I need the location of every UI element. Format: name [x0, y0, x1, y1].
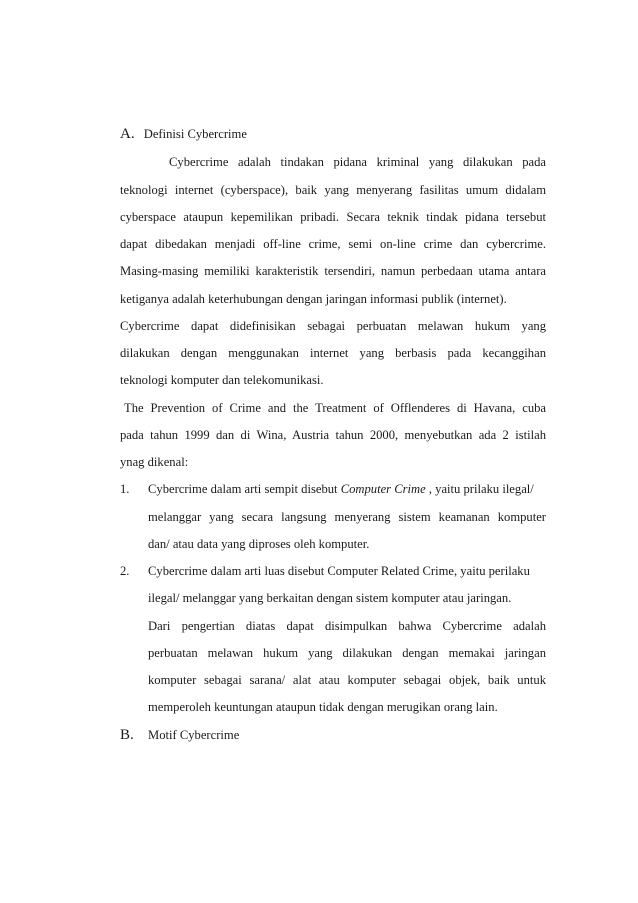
paragraph-line: perbuatan melawan hukum yang dilakukan dengan memakai jaringan [148, 646, 546, 660]
paragraph-line: teknologi internet (cyberspace), baik yang menyerang fasilitas umum didalam [120, 183, 546, 197]
paragraph-line: Cybercrime dapat didefinisikan sebagai perbuatan melawan hukum yang [120, 319, 546, 333]
section-b-letter: B. [120, 727, 134, 743]
paragraph-line: Cybercrime adalah tindakan pidana kriminal yang dilakukan pada [169, 155, 546, 169]
paragraph-line: pada tahun 1999 dan di Wina, Austria tahun 2000, menyebutkan ada 2 istilah [120, 428, 546, 442]
paragraph-line: ketiganya adalah keterhubungan dengan jaringan informasi publik (internet). [120, 292, 507, 306]
paragraph-line: dilakukan dengan menggunakan internet yang berbasis pada kecanggihan [120, 346, 546, 360]
paragraph-line: The Prevention of Crime and the Treatment of Offlenderes di Havana, cuba [124, 401, 546, 415]
section-a-title: Definisi Cybercrime [143, 127, 247, 141]
list-number: 2. [120, 564, 130, 578]
list-number: 1. [120, 482, 130, 496]
paragraph-line: dapat dibedakan menjadi off-line crime, semi on-line crime dan cybercrime. [120, 237, 546, 251]
paragraph-line: Masing-masing memiliki karakteristik tersendiri, namun perbedaan utama antara [120, 264, 546, 278]
section-a-letter: A. [120, 126, 135, 142]
paragraph-line: komputer sebagai sarana/ alat atau komputer sebagai objek, baik untuk [148, 673, 546, 687]
section-b-heading [120, 727, 550, 743]
list-item-line: ilegal/ melanggar yang berkaitan dengan sistem komputer atau jaringan. [148, 591, 512, 605]
italic-term: Computer Crime [340, 482, 426, 496]
paragraph-line: cyberspace ataupun kepemilikan pribadi. Secara teknik tindak pidana tersebut [120, 210, 546, 224]
list-text: , yaitu prilaku ilegal/ [425, 482, 534, 496]
list-text: Cybercrime dalam arti sempit disebut [148, 482, 341, 496]
list-item-line [148, 481, 546, 497]
list-item-line: dan/ atau data yang diproses oleh komputer. [148, 537, 370, 551]
section-b-title: Motif Cybercrime [148, 728, 240, 742]
list-item-line: melanggar yang secara langsung menyerang sistem keamanan komputer [148, 510, 546, 524]
paragraph-line: memperoleh keuntungan ataupun tidak dengan merugikan orang lain. [148, 700, 498, 714]
section-a-heading [120, 126, 550, 142]
paragraph-line: ynag dikenal: [120, 455, 189, 469]
list-item-line: Cybercrime dalam arti luas disebut Computer Related Crime, yaitu perilaku [148, 564, 530, 578]
paragraph-line: Dari pengertian diatas dapat disimpulkan bahwa Cybercrime adalah [148, 619, 546, 633]
paragraph-line: teknologi komputer dan telekomunikasi. [120, 373, 324, 387]
